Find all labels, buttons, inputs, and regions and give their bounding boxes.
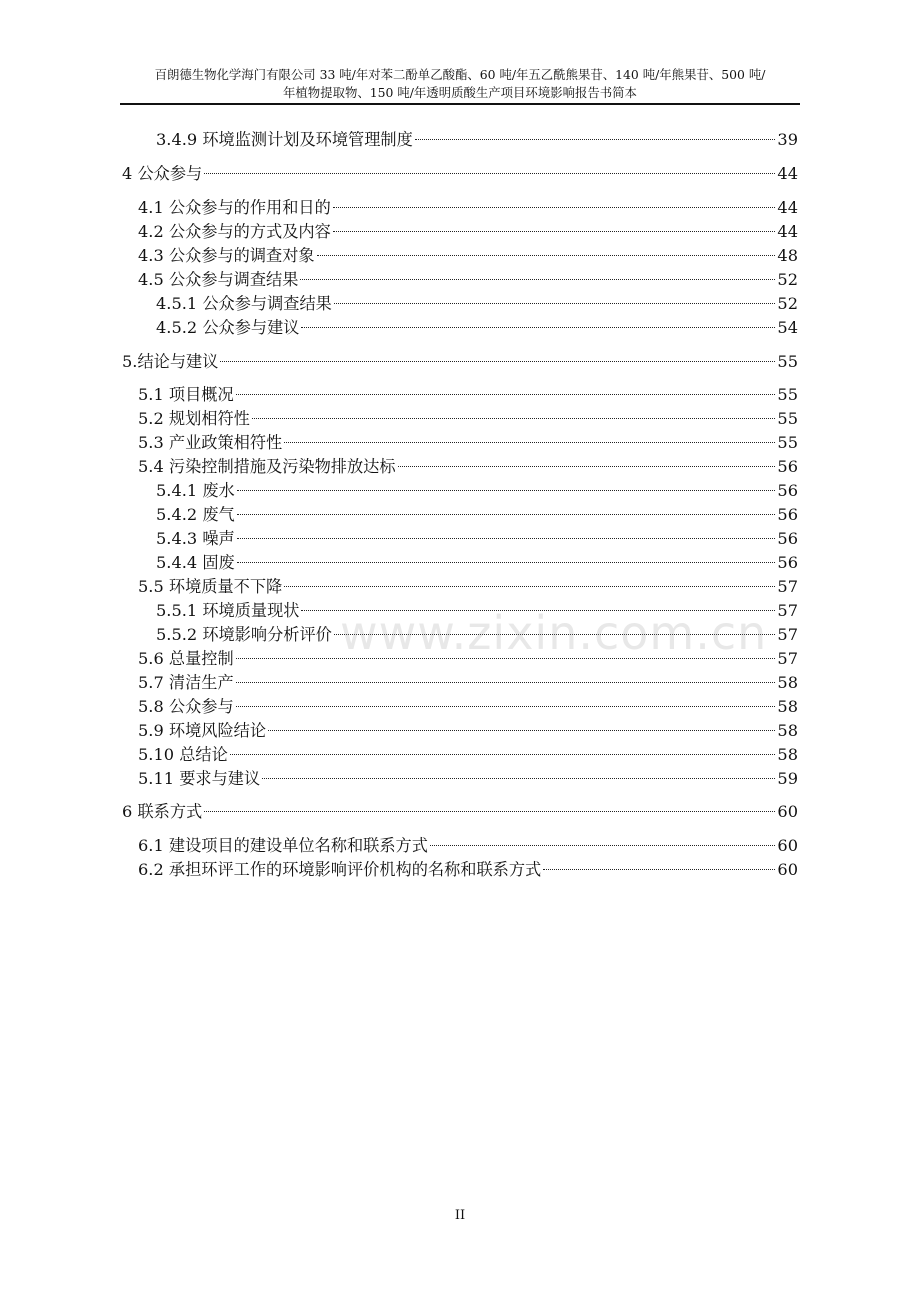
toc-leader <box>284 586 775 587</box>
toc-leader <box>204 811 775 812</box>
toc-entry[interactable] <box>138 431 798 455</box>
toc-label: 4.1 公众参与的作用和日的 <box>138 198 331 217</box>
toc-label: 4 公众参与 <box>122 164 203 183</box>
toc-page-number: 58 <box>777 697 798 716</box>
toc-label: 5.9 环境风险结论 <box>138 721 267 740</box>
toc-page-number: 60 <box>777 802 798 821</box>
toc-leader <box>236 682 776 683</box>
toc-leader <box>300 279 775 280</box>
toc-label: 6 联系方式 <box>122 802 203 821</box>
toc-entry[interactable] <box>138 455 798 479</box>
toc-page-number: 57 <box>777 577 798 596</box>
toc-page-number: 59 <box>777 769 798 788</box>
toc-leader <box>284 442 775 443</box>
header-rule <box>120 103 800 105</box>
toc-label: 5.10 总结论 <box>138 745 228 764</box>
toc-label: 5.4.1 废水 <box>156 481 235 500</box>
toc-entry[interactable] <box>122 800 798 824</box>
toc-leader <box>236 394 776 395</box>
toc-entry[interactable] <box>138 407 798 431</box>
toc-page-number: 56 <box>777 553 798 572</box>
toc-label: 3.4.9 环境监测计划及环境管理制度 <box>156 130 413 149</box>
toc-entry[interactable] <box>156 527 798 551</box>
toc-page-number: 55 <box>777 385 798 404</box>
toc-leader <box>262 778 775 779</box>
toc-label: 4.5.2 公众参与建议 <box>156 318 300 337</box>
toc-page-number: 55 <box>777 433 798 452</box>
toc-leader <box>398 466 776 467</box>
toc-leader <box>333 231 776 232</box>
toc-leader <box>237 538 776 539</box>
toc-label: 5.11 要求与建议 <box>138 769 261 788</box>
toc-page-number: 58 <box>777 673 798 692</box>
toc-label: 4.5 公众参与调查结果 <box>138 270 299 289</box>
toc-entry[interactable] <box>138 268 798 292</box>
toc-entry[interactable] <box>138 220 798 244</box>
toc-label: 6.2 承担环评工作的环境影响评价机构的名称和联系方式 <box>138 860 542 879</box>
toc-label: 5.2 规划相符性 <box>138 409 250 428</box>
toc-page-number: 56 <box>777 481 798 500</box>
toc-page-number: 57 <box>777 625 798 644</box>
header-line-2: 年植物提取物、150 吨/年透明质酸生产项目环境影响报告书简本 <box>283 85 637 100</box>
toc-label: 5.4.4 固废 <box>156 553 235 572</box>
running-header <box>120 66 800 102</box>
toc-page-number: 55 <box>777 409 798 428</box>
watermark: www.zixin.com.cn <box>340 606 768 660</box>
toc-label: 4.3 公众参与的调查对象 <box>138 246 315 265</box>
toc-leader <box>430 845 776 846</box>
toc-entry[interactable] <box>156 316 798 340</box>
toc-label: 5.4 污染控制措施及污染物排放达标 <box>138 457 396 476</box>
toc-entry[interactable] <box>122 350 798 374</box>
toc-label: 5.5.2 环境影响分析评价 <box>156 625 332 644</box>
toc-entry[interactable] <box>156 551 798 575</box>
toc-page-number: 52 <box>777 294 798 313</box>
toc-entry[interactable] <box>138 834 798 858</box>
toc-label: 5.1 项目概况 <box>138 385 234 404</box>
toc-leader <box>334 303 776 304</box>
toc-entry[interactable] <box>138 858 798 882</box>
toc-label: 6.1 建设项目的建设单位名称和联系方式 <box>138 836 428 855</box>
page-number: II <box>454 1208 466 1223</box>
toc-label: 5.5 环境质量不下降 <box>138 577 283 596</box>
toc-entry[interactable] <box>122 162 798 186</box>
toc-page-number: 58 <box>777 721 798 740</box>
toc-leader <box>317 255 776 256</box>
toc-entry[interactable] <box>138 695 798 719</box>
toc-leader <box>252 418 776 419</box>
toc-label: 5.4.3 噪声 <box>156 529 235 548</box>
toc-page-number: 55 <box>777 352 798 371</box>
toc-page-number: 48 <box>777 246 798 265</box>
toc-leader <box>230 754 776 755</box>
toc-entry[interactable] <box>138 575 798 599</box>
toc-page-number: 60 <box>777 836 798 855</box>
toc-page-number: 44 <box>777 198 798 217</box>
toc-label: 5.3 产业政策相符性 <box>138 433 283 452</box>
toc-label: 5.8 公众参与 <box>138 697 234 716</box>
header-line-1: 百朗德生物化学海门有限公司 33 吨/年对苯二酚单乙酸酯、60 吨/年五乙酰熊果苷、140 吨/年熊果苷、500 吨/ <box>154 67 766 82</box>
toc-entry[interactable] <box>138 743 798 767</box>
toc-label: 4.5.1 公众参与调查结果 <box>156 294 332 313</box>
toc-leader <box>220 361 775 362</box>
toc-entry[interactable] <box>138 767 798 791</box>
toc-leader <box>333 207 776 208</box>
toc-label: 5.4.2 废气 <box>156 505 235 524</box>
toc-leader <box>204 173 775 174</box>
toc-entry[interactable] <box>138 244 798 268</box>
toc-label: 5.7 清洁生产 <box>138 673 234 692</box>
toc-page-number: 54 <box>777 318 798 337</box>
toc-page-number: 57 <box>777 601 798 620</box>
toc-entry[interactable] <box>156 128 798 152</box>
toc-label: 5.结论与建议 <box>122 352 219 371</box>
toc-page-number: 57 <box>777 649 798 668</box>
toc-page-number: 56 <box>777 505 798 524</box>
toc-entry[interactable] <box>138 383 798 407</box>
toc-leader <box>415 139 776 140</box>
toc-label: 4.2 公众参与的方式及内容 <box>138 222 331 241</box>
toc-leader <box>237 514 776 515</box>
toc-page-number: 56 <box>777 529 798 548</box>
toc-page-number: 52 <box>777 270 798 289</box>
toc-page-number: 44 <box>777 164 798 183</box>
toc-label: 5.5.1 环境质量现状 <box>156 601 300 620</box>
toc-page-number: 56 <box>777 457 798 476</box>
toc-entry[interactable] <box>156 503 798 527</box>
toc-page-number: 39 <box>777 130 798 149</box>
toc-leader <box>543 869 775 870</box>
toc-page-number: 60 <box>777 860 798 879</box>
toc-leader <box>236 706 776 707</box>
toc-leader <box>268 730 775 731</box>
toc-entry[interactable] <box>138 719 798 743</box>
toc-leader <box>237 490 776 491</box>
toc-page-number: 44 <box>777 222 798 241</box>
toc-page-number: 58 <box>777 745 798 764</box>
toc-label: 5.6 总量控制 <box>138 649 234 668</box>
toc-leader <box>301 327 775 328</box>
toc-entry[interactable] <box>138 671 798 695</box>
toc-leader <box>237 562 776 563</box>
toc-entry[interactable] <box>156 479 798 503</box>
toc-entry[interactable] <box>138 196 798 220</box>
toc-entry[interactable] <box>156 292 798 316</box>
